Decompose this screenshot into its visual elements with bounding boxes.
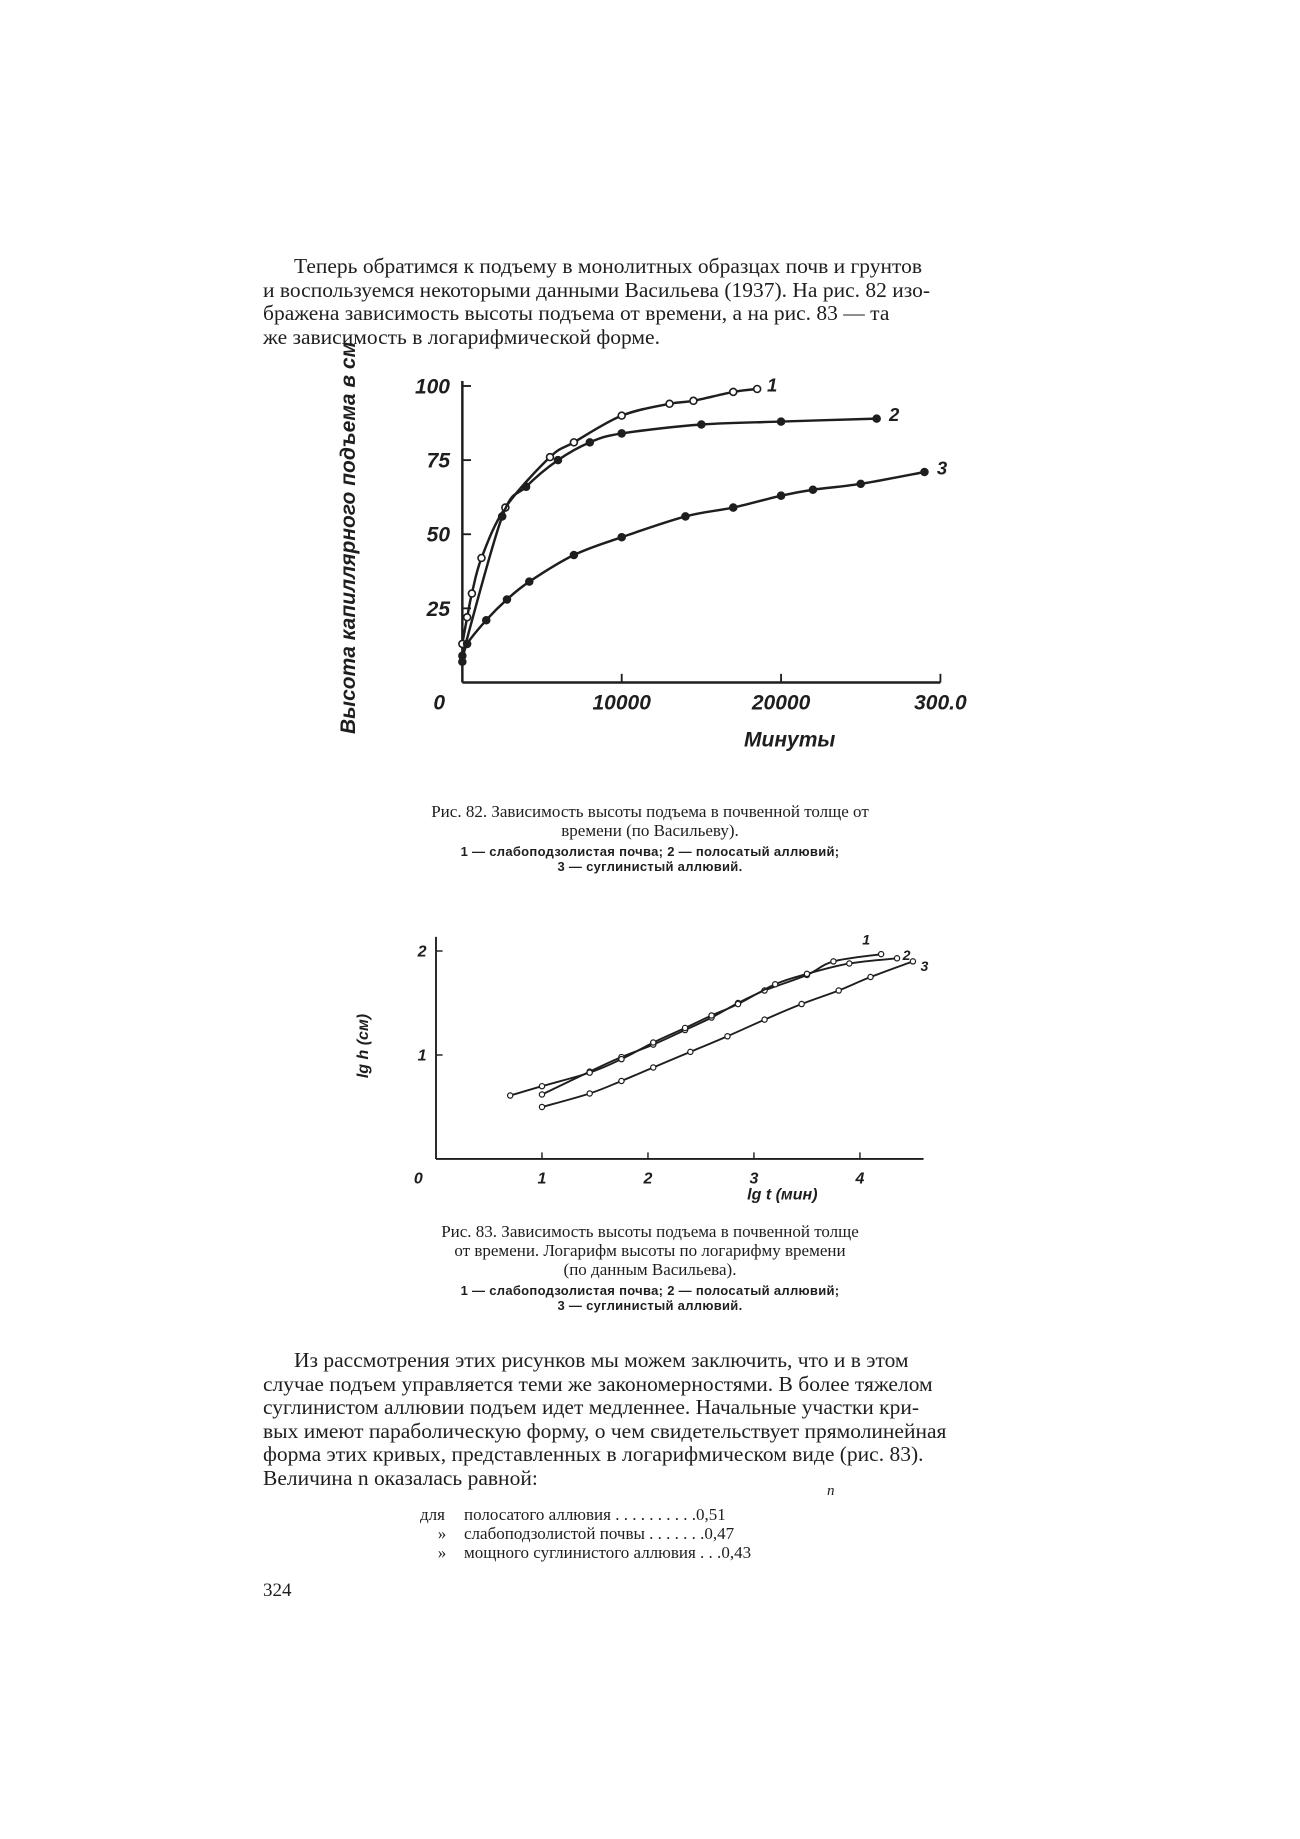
data-point [618, 412, 625, 419]
data-point [873, 415, 880, 422]
data-point [619, 1078, 624, 1083]
row-value: 0,47 [704, 1524, 735, 1543]
data-point [570, 552, 577, 559]
data-point [894, 956, 899, 961]
row-value: 0,51 [695, 1505, 726, 1524]
data-point [499, 513, 506, 520]
paragraph-conclusion [263, 1349, 1049, 1490]
series-label-3: 3 [920, 957, 929, 974]
data-point [799, 1001, 804, 1006]
series-line-2 [462, 419, 876, 656]
row-label: мощного суглинистого аллювия . . . [464, 1543, 722, 1562]
data-point [478, 554, 485, 561]
y-tick-label: 2 [417, 943, 427, 961]
caption-title: от времени. Логарифм высоты по логарифму времени [454, 1241, 846, 1260]
caption-title: Рис. 82. Зависимость высоты подъема в почвенной толще от [431, 802, 869, 821]
x-tick-label: 3 [749, 1170, 759, 1188]
figure-82-chart [336, 341, 980, 785]
figure-83-chart [340, 905, 980, 1220]
n-column-header: n [827, 1483, 835, 1499]
data-point [464, 614, 471, 621]
data-point [809, 486, 816, 493]
caption-title: времени (по Васильеву). [561, 821, 739, 840]
data-point [619, 1057, 624, 1062]
data-point [730, 504, 737, 511]
row-lead: » [437, 1543, 447, 1562]
data-point [587, 1091, 592, 1096]
caption-title: (по данным Васильева). [563, 1260, 737, 1279]
table-row [420, 1543, 751, 1562]
text-line: Из рассмотрения этих рисунков мы можем заключить, что и в этом [294, 1348, 909, 1372]
data-point [804, 971, 809, 976]
series-line-3 [462, 472, 924, 662]
x-axis-title: Минуты [744, 728, 836, 752]
row-lead: » [437, 1524, 447, 1543]
data-point [831, 959, 836, 964]
row-label: слабоподзолистой почвы . . . . . . . [464, 1524, 705, 1543]
y-tick-label: 1 [417, 1047, 427, 1065]
data-point [570, 439, 577, 446]
figure-82-caption [320, 802, 980, 874]
data-point [523, 483, 530, 490]
text-line: случае подъем управляется теми же закономерностями. В более тяжелом [263, 1371, 933, 1396]
data-point [539, 1084, 544, 1089]
data-point [836, 988, 841, 993]
origin-label: 0 [413, 1170, 423, 1188]
data-point [464, 640, 471, 647]
text-line: и воспользуемся некоторыми данными Васильева (1937). На рис. 82 изо- [263, 277, 931, 302]
data-point [586, 439, 593, 446]
caption-title: Рис. 83. Зависимость высоты подъема в почвенной толще [441, 1222, 859, 1241]
text-line: форма этих кривых, представленных в логарифмическом виде (рис. 83). [263, 1442, 924, 1466]
data-point [879, 951, 884, 956]
data-point [504, 596, 511, 603]
data-point [587, 1070, 592, 1075]
data-point [618, 430, 625, 437]
data-point [735, 1001, 740, 1006]
row-label: полосатого аллювия . . . . . . . . . . [464, 1505, 696, 1524]
data-point [921, 469, 928, 476]
x-tick-label: 2 [643, 1170, 653, 1188]
data-point [539, 1092, 544, 1097]
origin-label: 0 [433, 691, 446, 715]
caption-legend: 3 — суглинистый аллювий. [557, 1298, 743, 1313]
data-point [730, 388, 737, 395]
data-point [709, 1013, 714, 1018]
series-label-2: 2 [902, 947, 911, 964]
series-line-1 [462, 389, 757, 644]
row-value: 0,43 [721, 1543, 752, 1562]
data-point [773, 982, 778, 987]
data-point [539, 1104, 544, 1109]
series-label-2: 2 [889, 404, 900, 426]
y-tick-label: 50 [426, 523, 450, 547]
paragraph-intro [263, 255, 1049, 349]
x-axis-title: lg t (мин) [747, 1186, 818, 1204]
data-point [698, 421, 705, 428]
series-line-2 [510, 958, 897, 1095]
data-point [778, 492, 785, 499]
data-point [847, 961, 852, 966]
table-row [420, 1505, 751, 1524]
x-tick-label: 20000 [751, 691, 811, 715]
y-tick-label: 100 [414, 375, 450, 399]
x-tick-label: 4 [855, 1170, 865, 1188]
y-tick-label: 75 [426, 449, 450, 473]
row-lead: для [420, 1505, 445, 1524]
data-point [754, 386, 761, 393]
data-point [868, 974, 873, 979]
data-point [910, 959, 915, 964]
data-point [651, 1040, 656, 1045]
data-point [508, 1093, 513, 1098]
y-tick-label: 25 [426, 597, 450, 621]
data-point [762, 1017, 767, 1022]
data-point [688, 1049, 693, 1054]
caption-legend: 3 — суглинистый аллювий. [557, 859, 743, 874]
text-line: вых имеют параболическую форму, о чем свидетельствует прямолинейная [263, 1418, 947, 1443]
series-line-1 [542, 954, 881, 1094]
page-number: 324 [263, 1580, 292, 1601]
text-line: суглинистом аллювии подъем идет медленнее. Начальные участки кри- [263, 1395, 920, 1419]
n-values-table [420, 1505, 751, 1562]
data-point [857, 480, 864, 487]
text-line: же зависимость в логарифмической форме. [263, 324, 660, 349]
caption-legend: 1 — слабоподзолистая почва; 2 — полосатый аллювий; [460, 1283, 840, 1298]
x-tick-label: 10000 [592, 691, 651, 715]
text-line: бражена зависимость высоты подъема от времени, а на рис. 83 — та [263, 301, 890, 325]
series-label-3: 3 [936, 457, 948, 479]
figure-83-caption [320, 1222, 980, 1313]
table-row [420, 1524, 751, 1543]
text-line: Теперь обратимся к подъему в монолитных образцах почв и грунтов [294, 254, 923, 278]
data-point [725, 1034, 730, 1039]
data-point [778, 418, 785, 425]
data-point [618, 534, 625, 541]
series-label-1: 1 [767, 374, 778, 396]
data-point [666, 400, 673, 407]
data-point [682, 1025, 687, 1030]
data-point [468, 590, 475, 597]
data-point [555, 457, 562, 464]
data-point [651, 1065, 656, 1070]
data-point [690, 397, 697, 404]
data-point [483, 617, 490, 624]
data-point [547, 454, 554, 461]
caption-legend: 1 — слабоподзолистая почва; 2 — полосатый аллювий; [460, 844, 840, 859]
x-tick-label: 1 [537, 1170, 547, 1188]
x-tick-label: 300.0 [914, 691, 967, 715]
text-line: Величина n оказалась равной: [263, 1465, 538, 1490]
data-point [459, 658, 466, 665]
y-axis-title: lg h (см) [355, 1013, 373, 1079]
series-label-1: 1 [862, 931, 871, 948]
y-axis-title: Высота капиллярного подъема в см [336, 341, 360, 735]
data-point [682, 513, 689, 520]
data-point [526, 578, 533, 585]
